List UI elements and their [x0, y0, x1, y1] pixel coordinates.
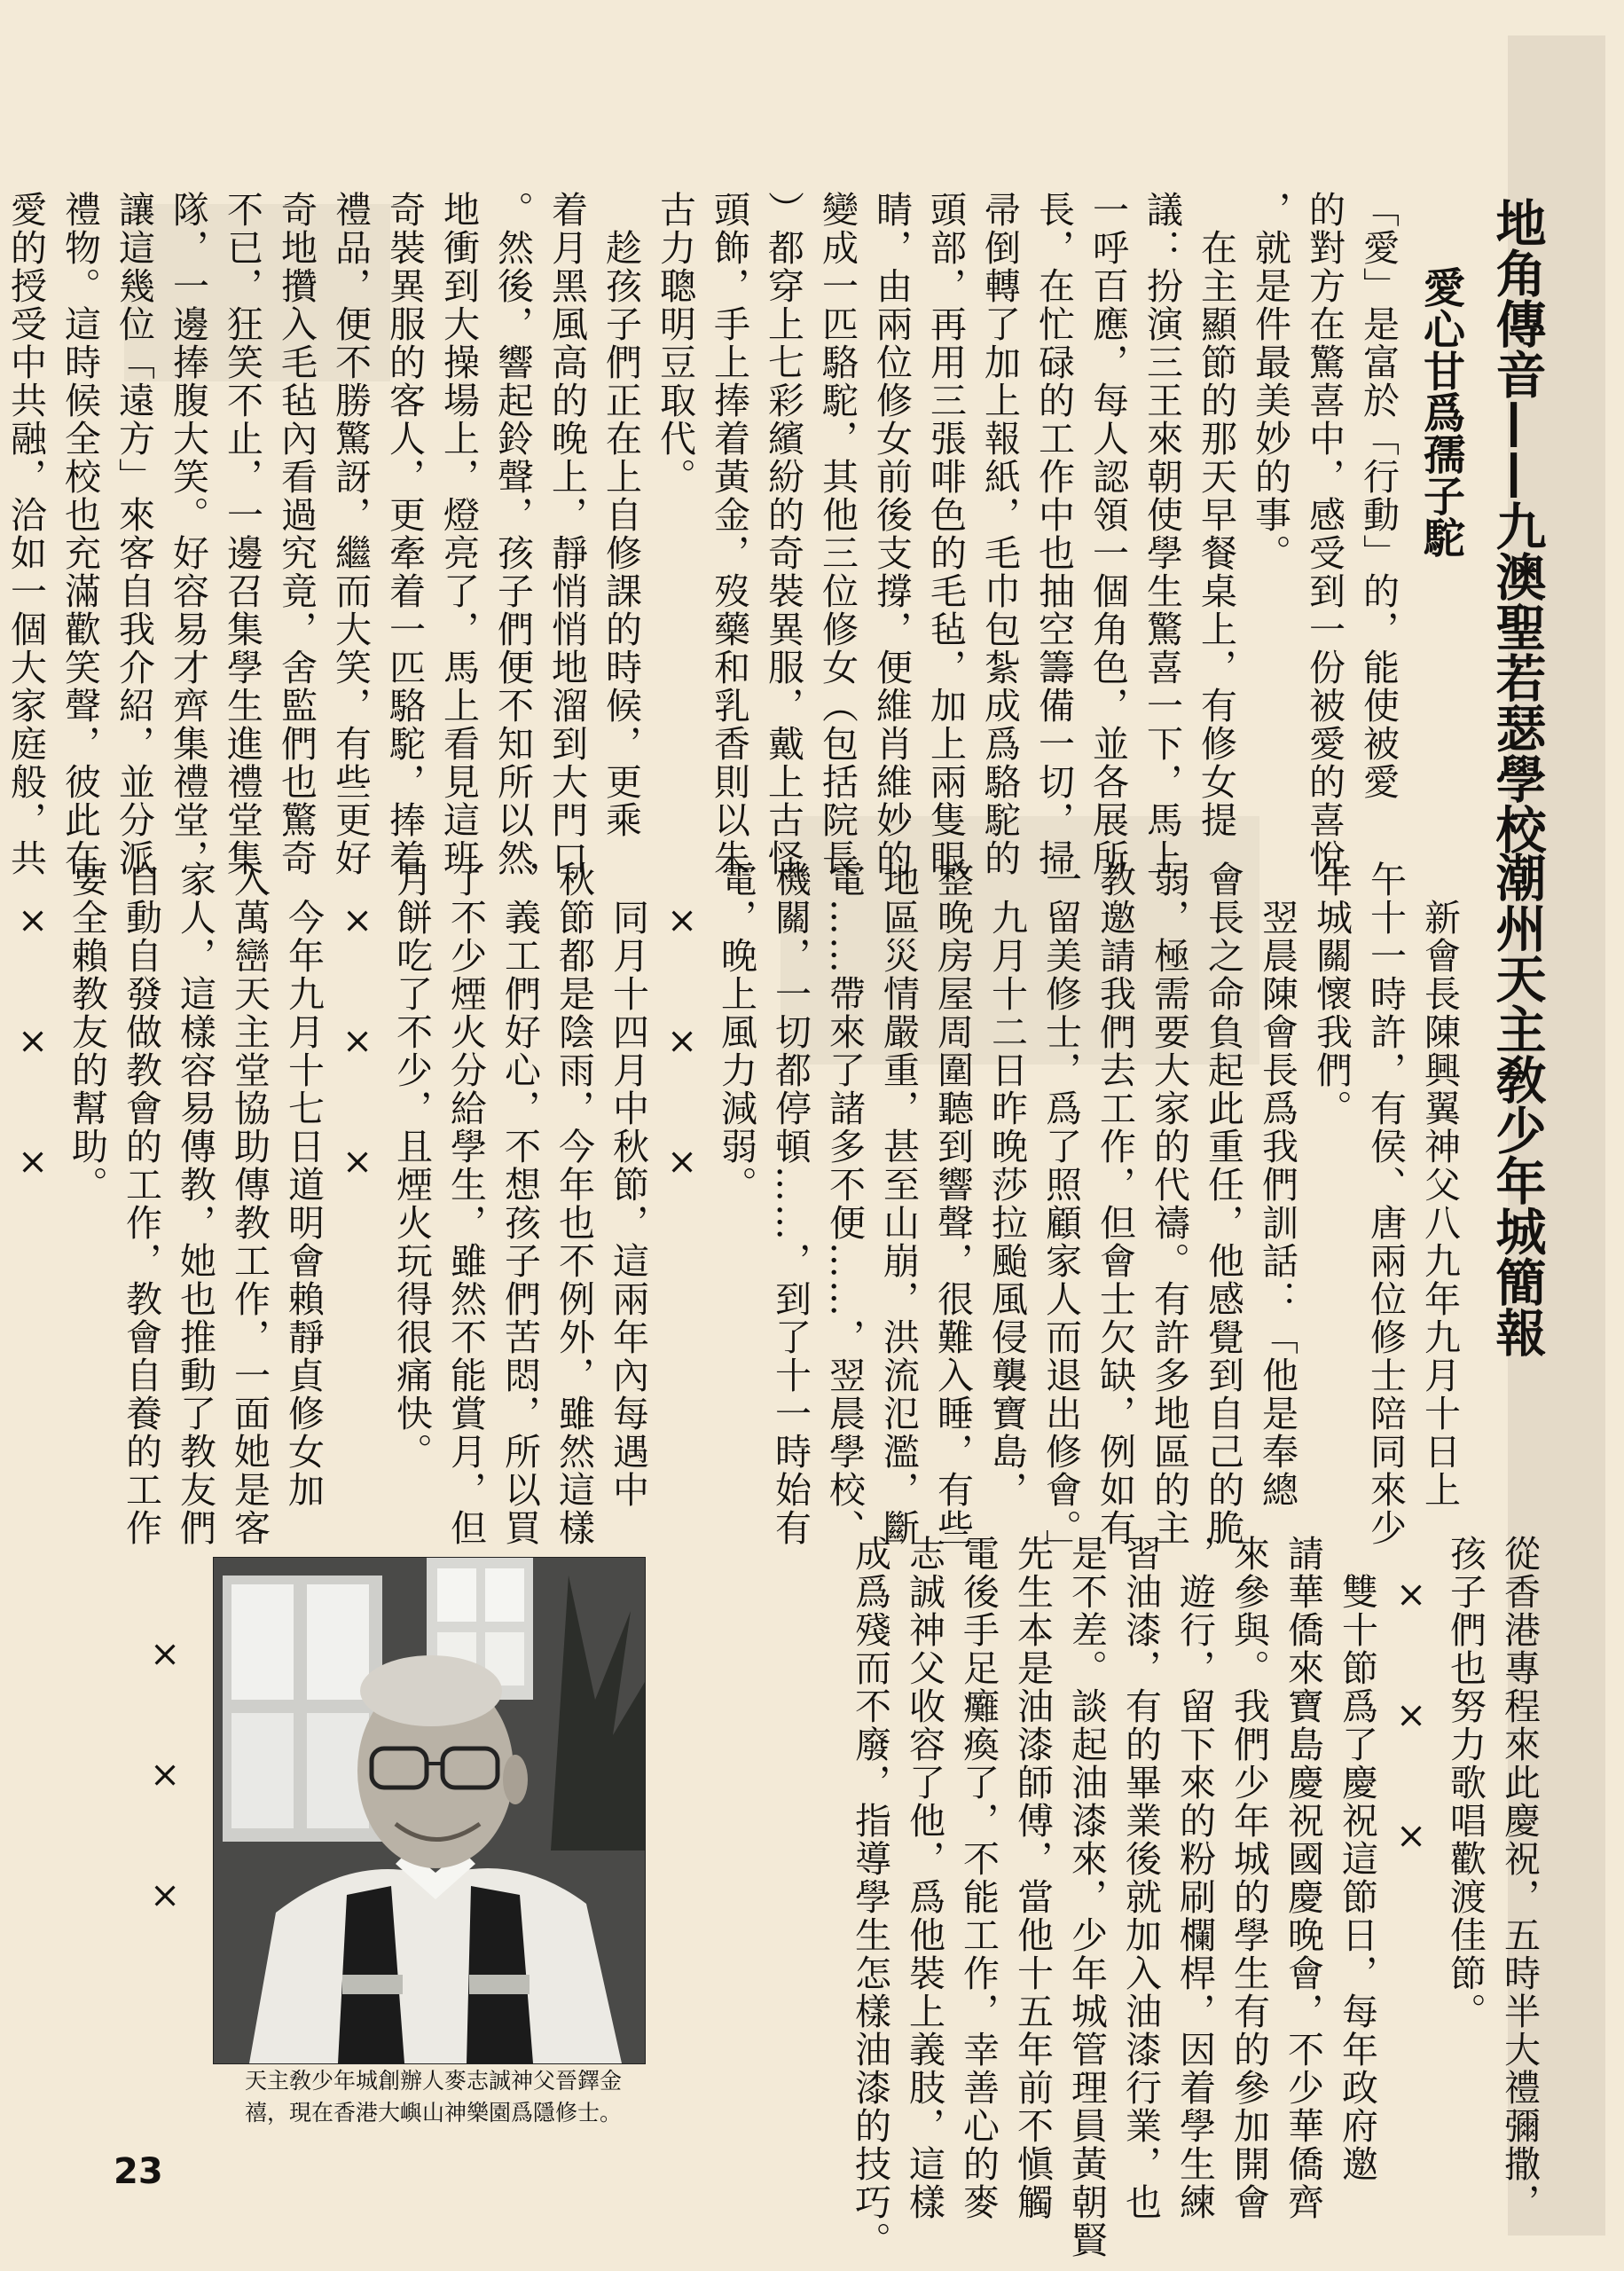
text-column: 月餅吃了不少，且煙火玩得很痛快。: [390, 860, 433, 1471]
separator: × × ×: [661, 860, 703, 1184]
separator-column: [137, 1632, 192, 2005]
text-column: 入萬巒天主堂協助傳教工作，一面她是客: [228, 860, 271, 1547]
text-column: 要全賴教友的幫助。: [66, 860, 108, 1204]
text-column: 九月十二日昨晚莎拉颱風侵襲寶島，: [985, 860, 1028, 1509]
report-body: [12, 860, 1466, 1568]
separator: × × ×: [1390, 1535, 1432, 1858]
text-column: ，遊行，留下來的粉刷欄桿，因着學生練: [1173, 1535, 1216, 2221]
article-title-text: 地角傳音——九澳聖若瑟學校: [1487, 197, 1546, 854]
text-column: 地衝到大操場上，燈亮了，馬上看見這班: [437, 191, 480, 877]
text-column: 新會長陳興翼神父八九年九月十日上: [1418, 860, 1461, 1509]
text-column: 會長之命負起此重任，他感覺到自己的脆: [1202, 860, 1244, 1547]
text-column: 頭飾，手上捧着黃金，歿藥和乳香則以朱: [708, 191, 750, 877]
text-column: 家人，這樣容易傳教，她也推動了教友們: [174, 860, 216, 1547]
text-column: 了不少煙火分給學生，雖然不能賞月，但: [444, 860, 487, 1547]
text-column: 的對方在驚喜中，感受到一份被愛的喜悅: [1303, 191, 1345, 877]
article-subtitle-text: 愛心甘爲孺子駝: [1416, 266, 1465, 558]
text-column: 讓這幾位「遠方」來客自我介紹，並分派: [113, 191, 155, 877]
caption-line: 禧，現在香港大嶼山神樂園爲隱修士。: [245, 2100, 623, 2126]
text-column: ，就是件最美妙的事。: [1249, 191, 1291, 572]
text-column: 同月十四月中秋節，這兩年內每遇中: [607, 860, 649, 1509]
text-column: ，義工們好心，不想孩子們苦悶，所以買: [498, 860, 541, 1547]
text-column: 年城關懷我們。: [1310, 860, 1353, 1128]
text-column: 奇地攢入毛毡內看過究竟，舍監們也驚奇: [275, 191, 318, 877]
text-column: 整晚房屋周圍聽到響聲，很難入睡，有些: [931, 860, 974, 1547]
text-column: 。然後，響起鈴聲，孩子們便不知所以然: [491, 191, 534, 877]
separator: × × ×: [12, 860, 54, 1184]
text-column: 教邀請我們去工作，但會士欠缺，例如有: [1094, 860, 1136, 1547]
text-column: 隊，一邊捧腹大笑。好容易才齊集禮堂，: [167, 191, 209, 877]
text-column: 從香港專程來此慶祝，五時半大禮彌撒，: [1498, 1535, 1541, 2221]
text-column: 趁孩子們正在上自修課的時候，更乘: [600, 191, 642, 839]
text-column: 電……帶來了諸多不便……，翌晨學校、: [823, 860, 866, 1547]
separator: × × ×: [336, 860, 379, 1184]
page-number: 23: [114, 2151, 163, 2192]
text-column: 今年九月十七日道明會賴靜貞修女加: [282, 860, 325, 1509]
text-column: ）都穿上七彩繽紛的奇裝異服，戴上古怪: [762, 191, 804, 877]
text-column: 着月黑風高的晚上，靜悄悄地溜到大門口: [545, 191, 588, 877]
text-column: 奇裝異服的客人，更牽着一匹駱駝，捧着: [383, 191, 426, 877]
continuation-body: [828, 1535, 1546, 2259]
text-column: 議：扮演三王來朝使學生驚喜一下，馬上: [1141, 191, 1183, 877]
text-column: 翌晨陳會長爲我們訓話：「他是奉總: [1256, 860, 1298, 1509]
text-column: 是不差。談起油漆來，少年城管理員黃朝賢: [1065, 1535, 1108, 2259]
text-column: 長，在忙碌的工作中也抽空籌備一切，掃: [1032, 191, 1075, 877]
text-column: 電，晚上風力減弱。: [715, 860, 757, 1204]
text-column: 「愛」是富於「行動」的，能使被愛: [1357, 191, 1400, 801]
article-subtitle: [1415, 266, 1466, 639]
report-title: [1487, 852, 1546, 1455]
text-column: 志誠神父收容了他，爲他裝上義肢，這樣: [903, 1535, 945, 2221]
text-column: 地區災情嚴重，甚至山崩，洪流氾濫，斷: [877, 860, 920, 1547]
text-column: 禮品，便不勝驚訝，繼而大笑，有些更好: [329, 191, 372, 877]
article-title: [1487, 197, 1546, 854]
text-column: 禮物。這時候全校也充滿歡笑聲，彼此在: [59, 191, 101, 877]
text-column: [0, 860, 5, 1464]
text-column: 雙十節爲了慶祝這節日，每年政府邀: [1336, 1535, 1378, 2183]
text-column: 在主顯節的那天早餐桌上，有修女提: [1195, 191, 1237, 839]
text-column: 來參與。我們少年城的學生有的參加開會: [1228, 1535, 1270, 2221]
separator: × × ×: [144, 1632, 186, 1918]
text-column: 弱，極需要大家的代禱。有許多地區的主: [1148, 860, 1190, 1547]
text-column: 請華僑來寶島慶祝國慶晚會，不少華僑齊: [1282, 1535, 1324, 2221]
text-column: 古力聰明豆取代。: [654, 191, 696, 496]
priest-photo-illustration: [214, 1558, 645, 2063]
text-column: 電後手足癱瘓了，不能工作，幸善心的麥: [957, 1535, 1000, 2221]
photo-caption: [245, 2065, 662, 2129]
text-column: 不已，狂笑不止，一邊召集學生進禮堂集: [221, 191, 263, 877]
text-column: 秋節都是陰雨，今年也不例外，雖然這樣: [553, 860, 595, 1547]
text-column: 自動自發做教會的工作，教會自養的工作: [120, 860, 162, 1547]
text-column: 變成一匹駱駝，其他三位修女（包括院長: [816, 191, 859, 877]
text-column: 頭部，再用三張啡色的毛毡，加上兩隻眼: [924, 191, 967, 877]
text-column: 習油漆，有的畢業後就加入油漆行業，也: [1119, 1535, 1162, 2221]
caption-line: 天主敎少年城創辦人麥志誠神父晉鐸金: [245, 2068, 623, 2094]
text-column: 先生本是油漆師傅，當他十五年前不愼觸: [1011, 1535, 1054, 2221]
text-column: 愛的授受中共融，洽如一個大家庭般，共: [4, 191, 47, 877]
article-body: [0, 191, 1405, 877]
text-column: 一留美修士，爲了照顧家人而退出修會。」: [1040, 860, 1082, 1568]
text-column: 午十一時許，有侯、唐兩位修士陪同來少: [1364, 860, 1407, 1547]
text-column: 成爲殘而不廢，指導學生怎樣油漆的技巧。: [849, 1535, 891, 2259]
text-column: 一呼百應，每人認領一個角色，並各展所: [1087, 191, 1129, 877]
text-column: 帚倒轉了加上報紙，毛巾包紮成爲駱駝的: [978, 191, 1021, 877]
report-title-text: 潮州天主敎少年城簡報: [1487, 852, 1546, 1357]
text-column: 機關，一切都停頓……，到了十一時始有: [769, 860, 812, 1547]
text-column: 孩子們也努力歌唱歡渡佳節。: [1444, 1535, 1487, 2031]
text-column: 睛，由兩位修女前後支撐，便維肖維妙的: [870, 191, 913, 877]
photo-priest: [213, 1557, 646, 2064]
